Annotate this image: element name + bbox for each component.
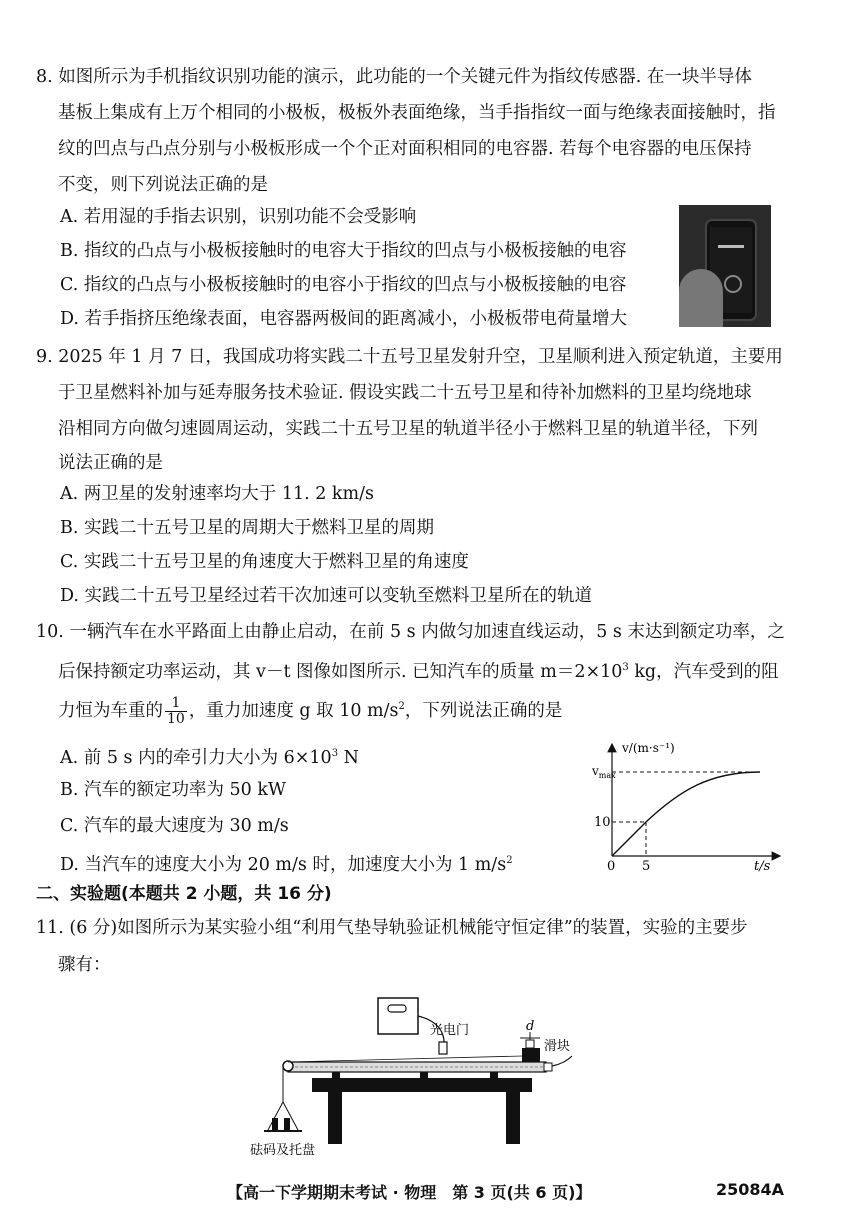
q10-option-a: A. 前 5 s 内的牵引力大小为 $6\times 10^3$ N [60,747,359,768]
exam-code: 25084A [716,1180,785,1199]
q8-option-c: C. 指纹的凸点与小极板接触时的电容小于指纹的凹点与小极板接触的电容 [60,275,627,295]
q10-stem-line: 力恒为车重的 $\frac{1}{10}$ ，重力加速度 g 取 10 $m/s^2$，下列说法正确的是 [58,695,563,727]
photogate-label: 光电门 [430,1023,470,1038]
x-tick-label: 5 [642,859,651,874]
q10-option-c: C. 汽车的最大速度为 30 m/s [60,816,289,836]
q8-option-a: A. 若用湿的手指去识别，识别功能不会受影响 [60,207,417,227]
timer-box [378,998,418,1034]
q8-option-d: D. 若手指挤压绝缘表面，电容器两极间的距离减小，小极板带电荷量增大 [60,309,628,329]
q8-stem-line: 纹的凹点与凸点分别与小极板形成一个个正对面积相同的电容器. 若每个电容器的电压保持 [58,139,752,159]
q11-stem-line: 骤有： [58,955,111,975]
q9-stem-line: 说法正确的是 [58,453,163,473]
air-track-apparatus-diagram [250,990,610,1160]
q8-stem-line: 不变，则下列说法正确的是 [58,175,268,195]
vmax-label: $v_{max}$ [592,764,616,780]
vt-curve [612,772,760,856]
slider-label: 滑块 [544,1039,571,1054]
table-top [312,1078,532,1092]
vt-graph [590,738,790,878]
q10-stem-line: 后保持额定功率运动，其 v－t 图像如图所示. 已知汽车的质量 $m=2\times 10^3$ kg，汽车受到的阻 [58,661,779,682]
section-heading: 二、实验题(本题共 2 小题，共 16 分) [36,884,332,904]
q9-option-d: D. 实践二十五号卫星经过若干次加速可以变轨至燃料卫星所在的轨道 [60,586,593,606]
y-tick-label: 10 [594,815,611,830]
q10-option-d: D. 当汽车的速度大小为 20 m/s 时，加速度大小为 1 $m/s^2$ [60,854,513,875]
q10-stem-line: 10. 一辆汽车在水平路面上由静止启动，在前 5 s 内做匀加速直线运动，5 s 末达到额定功率，之 [36,622,785,642]
photogate [439,1042,447,1054]
pulley [283,1061,293,1071]
x-axis-label: t/s [754,859,771,874]
q8-option-b: B. 指纹的凸点与小极板接触时的电容大于指纹的凹点与小极板接触的电容 [60,241,627,261]
q9-option-a: A. 两卫星的发射速率均大于 11. 2 km/s [60,484,374,504]
q11-stem-line: 11. (6 分)如图所示为某实验小组“利用气垫导轨验证机械能守恒定律”的装置，实验的主要步 [36,918,748,938]
width-label-d: d [526,1019,535,1034]
page-footer: 【高一下学期期末考试 · 物理 第 3 页(共 6 页)】 [227,1183,592,1202]
fingerprint-phone-photo [679,205,771,327]
q10-option-b: B. 汽车的额定功率为 50 kW [60,780,286,800]
weights-label: 砝码及托盘 [250,1143,316,1158]
q9-option-b: B. 实践二十五号卫星的周期大于燃料卫星的周期 [60,518,434,538]
q9-stem-line: 于卫星燃料补加与延寿服务技术验证. 假设实践二十五号卫星和待补加燃料的卫星均绕地球 [58,383,752,403]
fraction: $\frac{1}{10}$ [167,695,185,727]
q8-stem-line: 8. 如图所示为手机指纹识别功能的演示，此功能的一个关键元件为指纹传感器. 在一块半导体 [36,67,752,87]
q9-stem-line: 沿相同方向做匀速圆周运动，实践二十五号卫星的轨道半径小于燃料卫星的轨道半径，下列 [58,419,758,439]
origin-label: 0 [607,859,616,874]
y-axis-label: v/(m·s⁻¹) [622,741,675,755]
q9-stem-line: 9. 2025 年 1 月 7 日，我国成功将实践二十五号卫星发射升空，卫星顺利进入预定轨道，主要用 [36,347,783,367]
q8-stem-line: 基板上集成有上万个相同的小极板，极板外表面绝缘，当手指指纹一面与绝缘表面接触时，指 [58,103,776,123]
q9-option-c: C. 实践二十五号卫星的角速度大于燃料卫星的角速度 [60,552,469,572]
